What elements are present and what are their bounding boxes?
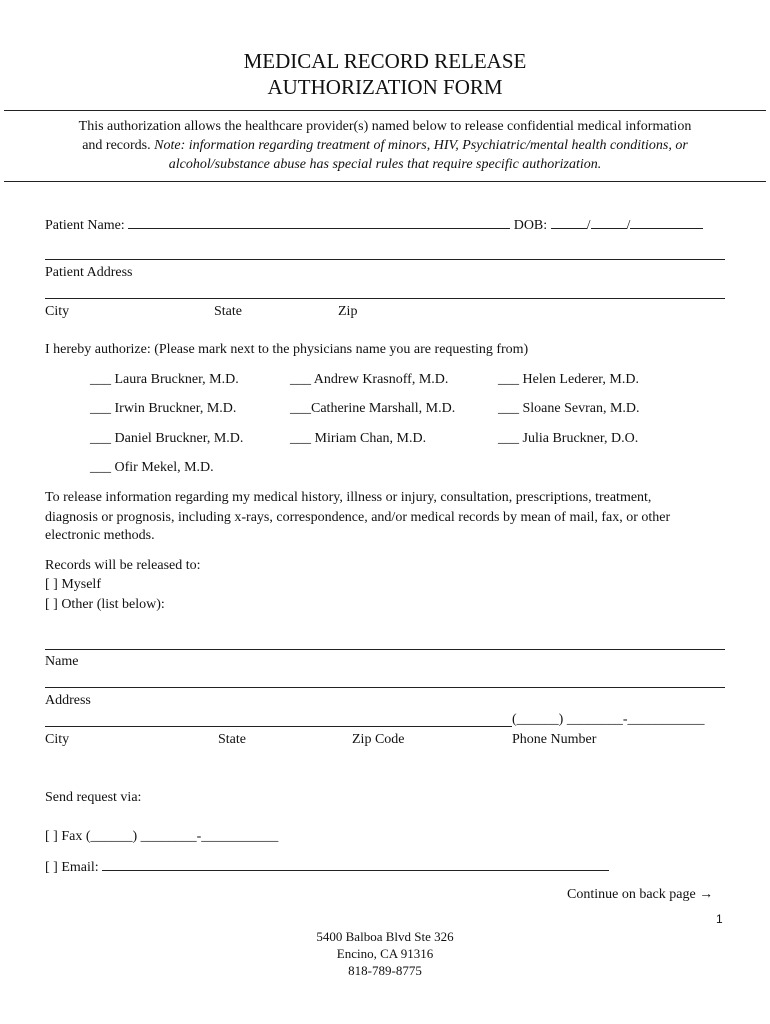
footer-phone: 818-789-8775 bbox=[348, 963, 422, 978]
footer-address-line1: 5400 Balboa Blvd Ste 326 bbox=[316, 929, 454, 944]
patient-address-line[interactable] bbox=[45, 259, 725, 260]
dob-year-field[interactable] bbox=[630, 216, 703, 229]
city-label: City bbox=[45, 304, 70, 319]
recipient-city-state-zip-line[interactable] bbox=[45, 726, 512, 727]
fax-checkbox[interactable]: [ ] Fax (______) ________-___________ bbox=[45, 829, 279, 844]
footer-address-line2: Encino, CA 91316 bbox=[336, 946, 434, 961]
form-title-line2: AUTHORIZATION FORM bbox=[267, 75, 503, 99]
patient-city-state-zip-line[interactable] bbox=[45, 298, 725, 299]
email-row bbox=[45, 858, 609, 876]
recipient-name-line[interactable] bbox=[45, 649, 725, 650]
intro-divider bbox=[4, 181, 766, 182]
name-label: Name bbox=[45, 654, 79, 669]
patient-name-label: Patient Name: bbox=[45, 218, 129, 233]
physician-option[interactable]: ___ Julia Bruckner, D.O. bbox=[498, 431, 639, 446]
zip-label: Zip bbox=[338, 304, 358, 319]
intro-line2: and records. Note: information regarding treatment of minors, HIV, Psychiatric/mental health conditions, or bbox=[82, 138, 688, 153]
phone-number-label: Phone Number bbox=[512, 732, 597, 747]
patient-name-row: Patient Name: DOB: / / bbox=[45, 216, 703, 234]
intro-line1: This authorization allows the healthcare provider(s) named below to release confidential medical information bbox=[78, 119, 692, 134]
patient-name-field[interactable] bbox=[128, 216, 510, 229]
intro-line3: alcohol/substance abuse has special rules that require specific authorization. bbox=[168, 157, 602, 172]
page-number: 1 bbox=[716, 912, 723, 926]
dob-month-field[interactable] bbox=[551, 216, 587, 229]
authorize-text: I hereby authorize: (Please mark next to the physicians name you are requesting from) bbox=[45, 342, 529, 357]
zip-code-label: Zip Code bbox=[352, 732, 405, 747]
physician-option[interactable]: ___ Daniel Bruckner, M.D. bbox=[90, 431, 244, 446]
release-line1: To release information regarding my medical history, illness or injury, consultation, prescriptions, treatment, bbox=[45, 490, 652, 505]
released-to-label: Records will be released to: bbox=[45, 558, 201, 573]
email-field[interactable] bbox=[102, 858, 609, 871]
form-title-line1: MEDICAL RECORD RELEASE bbox=[243, 49, 527, 73]
send-via-label: Send request via: bbox=[45, 790, 142, 805]
continue-back-page-text: Continue on back page → bbox=[567, 887, 714, 902]
physician-option[interactable]: ___ Helen Lederer, M.D. bbox=[498, 372, 639, 387]
top-divider bbox=[4, 110, 766, 111]
dob-day-field[interactable] bbox=[591, 216, 627, 229]
email-checkbox[interactable]: [ ] Email: bbox=[45, 860, 103, 875]
other-checkbox[interactable]: [ ] Other (list below): bbox=[45, 597, 165, 612]
physician-option[interactable]: ___ Laura Bruckner, M.D. bbox=[90, 372, 239, 387]
myself-checkbox[interactable]: [ ] Myself bbox=[45, 577, 101, 592]
physician-option[interactable]: ___ Miriam Chan, M.D. bbox=[290, 431, 427, 446]
city2-label: City bbox=[45, 732, 70, 747]
physician-option[interactable]: ___ Andrew Krasnoff, M.D. bbox=[290, 372, 449, 387]
state-label: State bbox=[214, 304, 242, 319]
state2-label: State bbox=[218, 732, 246, 747]
recipient-address-line[interactable] bbox=[45, 687, 725, 688]
phone-number-field[interactable]: (______) ________-___________ bbox=[512, 712, 705, 727]
physician-option[interactable]: ___ Irwin Bruckner, M.D. bbox=[90, 401, 237, 416]
physician-option[interactable]: ___ Sloane Sevran, M.D. bbox=[498, 401, 640, 416]
dob-label: DOB: bbox=[513, 218, 551, 233]
physician-option[interactable]: ___Catherine Marshall, M.D. bbox=[290, 401, 456, 416]
address-label: Address bbox=[45, 693, 91, 708]
release-line3: electronic methods. bbox=[45, 528, 155, 543]
patient-address-label: Patient Address bbox=[45, 265, 133, 280]
physician-option[interactable]: ___ Ofir Mekel, M.D. bbox=[90, 460, 214, 475]
release-line2: diagnosis or prognosis, including x-rays, correspondence, and/or medical records by mean of mail, fax, or other bbox=[45, 510, 671, 525]
